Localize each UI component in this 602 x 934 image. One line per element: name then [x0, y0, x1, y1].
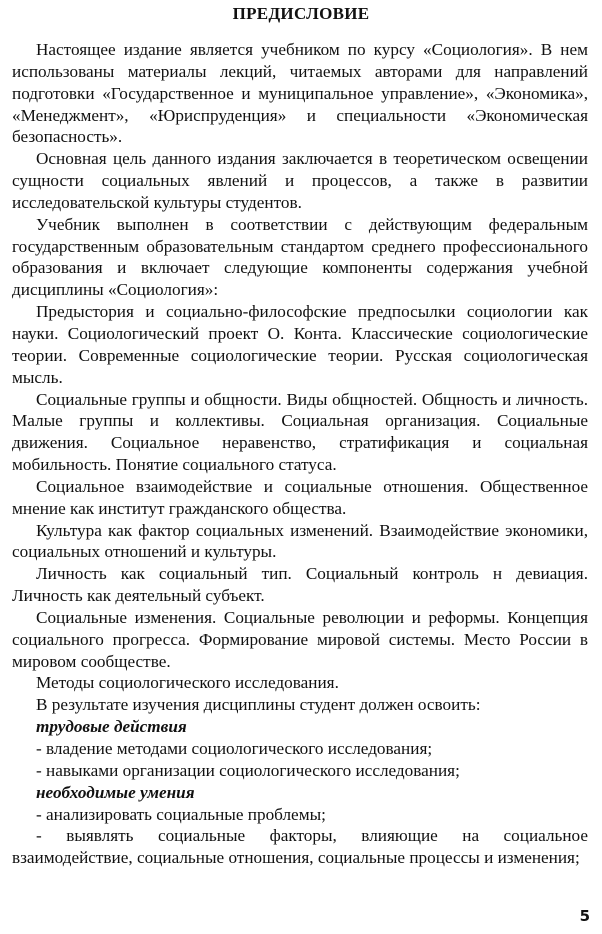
- list-item: - выявлять социальные факторы, влияющие на социальное взаимодействие, социальные отношения, социальные процессы и изменения;: [12, 826, 588, 868]
- paragraph: Личность как социальный тип. Социальный контроль н девиация. Личность как деятельный субъект.: [12, 564, 588, 606]
- paragraph: Основная цель данного издания заключается в теоретическом освещении сущности социальных явлений и процессов, а также в развитии исследовательской культуры студентов.: [12, 149, 588, 212]
- paragraph: Настоящее издание является учебником по курсу «Социология». В нем использованы материалы лекций, читаемых авторами для направлений подготовки «Государственное и муниципальное управление», «Экономика», «Менеджмент», «Юриспруденция» и специальности «Экономическая безопасность».: [12, 40, 588, 147]
- list-item: - навыками организации социологического исследования;: [36, 760, 460, 780]
- methods-line: Методы социологического исследования.: [36, 673, 339, 693]
- paragraph: Социальное взаимодействие и социальные отношения. Общественное мнение как институт гражданского общества.: [12, 476, 588, 518]
- page-title: ПРЕДИСЛОВИЕ: [232, 4, 370, 23]
- paragraph: Предыстория и социально-философские предпосылки социологии как науки. Социологический проект О. Конта. Классические социологические теории. Современные социологические теории. Русская социологическая мысль.: [12, 302, 588, 387]
- list-item: - владение методами социологического исследования;: [36, 739, 433, 758]
- skills-heading: необходимые умения: [36, 782, 195, 802]
- paragraph: Социальные изменения. Социальные революции и реформы. Концепция социального прогресса. Формирование мировой системы. Место России в мировом сообществе.: [12, 607, 588, 671]
- page-number: 5: [579, 907, 590, 925]
- actions-heading: трудовые действия: [36, 717, 187, 737]
- list-item: - анализировать социальные проблемы;: [36, 804, 326, 824]
- document-body: [12, 39, 588, 869]
- paragraph: Социальные группы и общности. Виды общностей. Общность и личность. Малые группы и коллективы. Социальная организация. Социальные движения. Социальное неравенство, стратификация и социальная мобильность. Понятие социального статуса.: [12, 389, 588, 475]
- paragraph: Культура как фактор социальных изменений. Взаимодействие экономики, социальных отношений и культуры.: [12, 520, 588, 562]
- result-line: В результате изучения дисциплины студент должен освоить:: [36, 695, 481, 715]
- paragraph: Учебник выполнен в соответствии с действующим федеральным государственным образовательным стандартом среднего профессионального образования и включает следующие компоненты содержания учебной дисциплины «Социология»:: [12, 214, 588, 300]
